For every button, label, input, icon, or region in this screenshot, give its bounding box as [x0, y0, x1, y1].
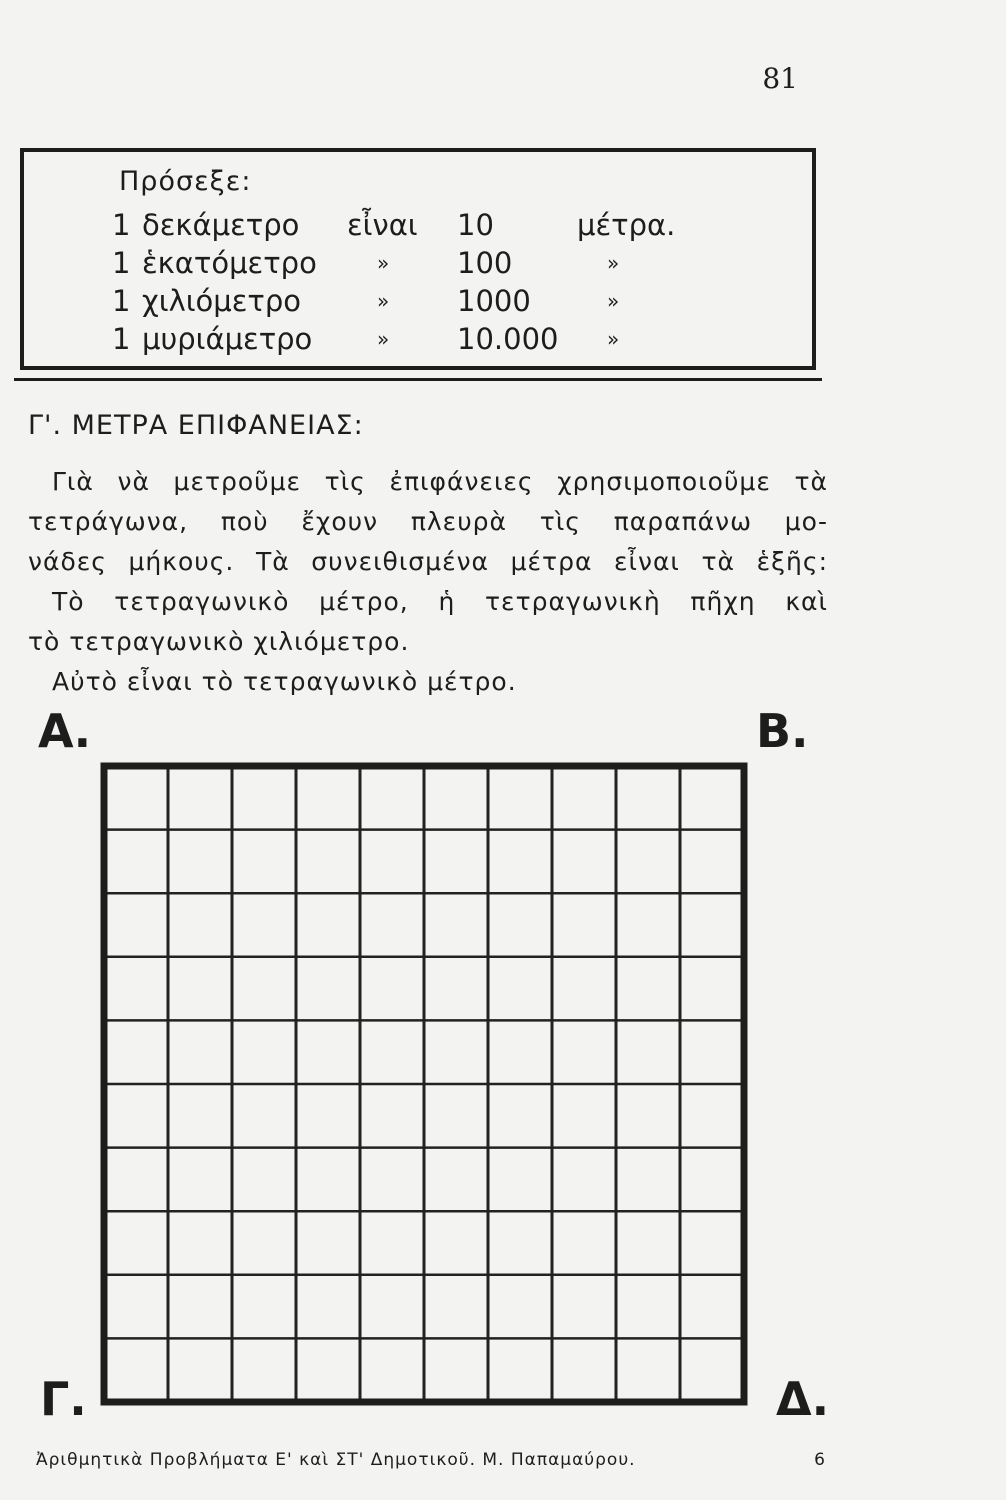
ditto-mark: »: [377, 327, 390, 351]
unit-verb: εἶναι: [347, 208, 418, 242]
corner-label-d: Δ.: [776, 1372, 830, 1426]
body-line: Αὐτὸ εἶναι τὸ τετραγωνικὸ μέτρο.: [52, 667, 517, 696]
body-line: Τὸ τετραγωνικὸ μέτρο, ἡ τετραγωνικὴ πῆχη καὶ: [52, 587, 828, 616]
ditto-mark: »: [607, 289, 620, 313]
unit-name: χιλιόμετρο: [142, 284, 302, 318]
unit-value: 10: [457, 208, 494, 242]
unit-name: δεκάμετρο: [142, 208, 300, 242]
ditto-mark: »: [607, 251, 620, 275]
section-heading: Γ'. ΜΕΤΡΑ ΕΠΙΦΑΝΕΙΑΣ:: [28, 410, 364, 441]
corner-label-g: Γ.: [40, 1372, 87, 1426]
page-number: 81: [762, 62, 798, 95]
unit-count: 1: [112, 284, 131, 318]
unit-count: 1: [112, 208, 131, 242]
ditto-mark: »: [607, 327, 620, 351]
section-body: [28, 462, 828, 702]
footer-citation: Ἀριθμητικὰ Προβλήματα Ε' καὶ ΣΤ' Δημοτικοῦ. Μ. Παπαμαύρου.: [36, 1450, 636, 1470]
unit-name: μυριάμετρο: [142, 322, 313, 356]
ditto-mark: »: [377, 289, 390, 313]
notice-box: [20, 148, 816, 370]
body-line: τετράγωνα, ποὺ ἔχουν πλευρὰ τὶς παραπάνω μο-: [28, 507, 828, 536]
unit-value: 10.000: [457, 322, 559, 356]
footer: [36, 1450, 826, 1470]
unit-name: ἑκατόμετρο: [142, 246, 317, 280]
unit-value: 1000: [457, 284, 531, 318]
unit-label: μέτρα.: [577, 208, 676, 242]
body-line: νάδες μήκους. Τὰ συνειθισμένα μέτρα εἶναι τὰ ἑξῆς:: [28, 547, 828, 576]
square-metre-grid: [100, 762, 748, 1406]
ditto-mark: »: [377, 251, 390, 275]
corner-label-b: Β.: [756, 704, 809, 758]
corner-label-a: Α.: [38, 704, 92, 758]
notice-box-shadow-rule: [14, 378, 822, 381]
body-line: τὸ τετραγωνικὸ χιλιόμετρο.: [28, 627, 410, 656]
unit-count: 1: [112, 322, 131, 356]
body-line: Γιὰ νὰ μετροῦμε τὶς ἐπιφάνειες χρησιμοποιοῦμε τὰ: [52, 467, 828, 496]
sheet-number: 6: [814, 1450, 826, 1470]
unit-count: 1: [112, 246, 131, 280]
notice-title: Πρόσεξε:: [119, 166, 252, 197]
unit-value: 100: [457, 246, 513, 280]
